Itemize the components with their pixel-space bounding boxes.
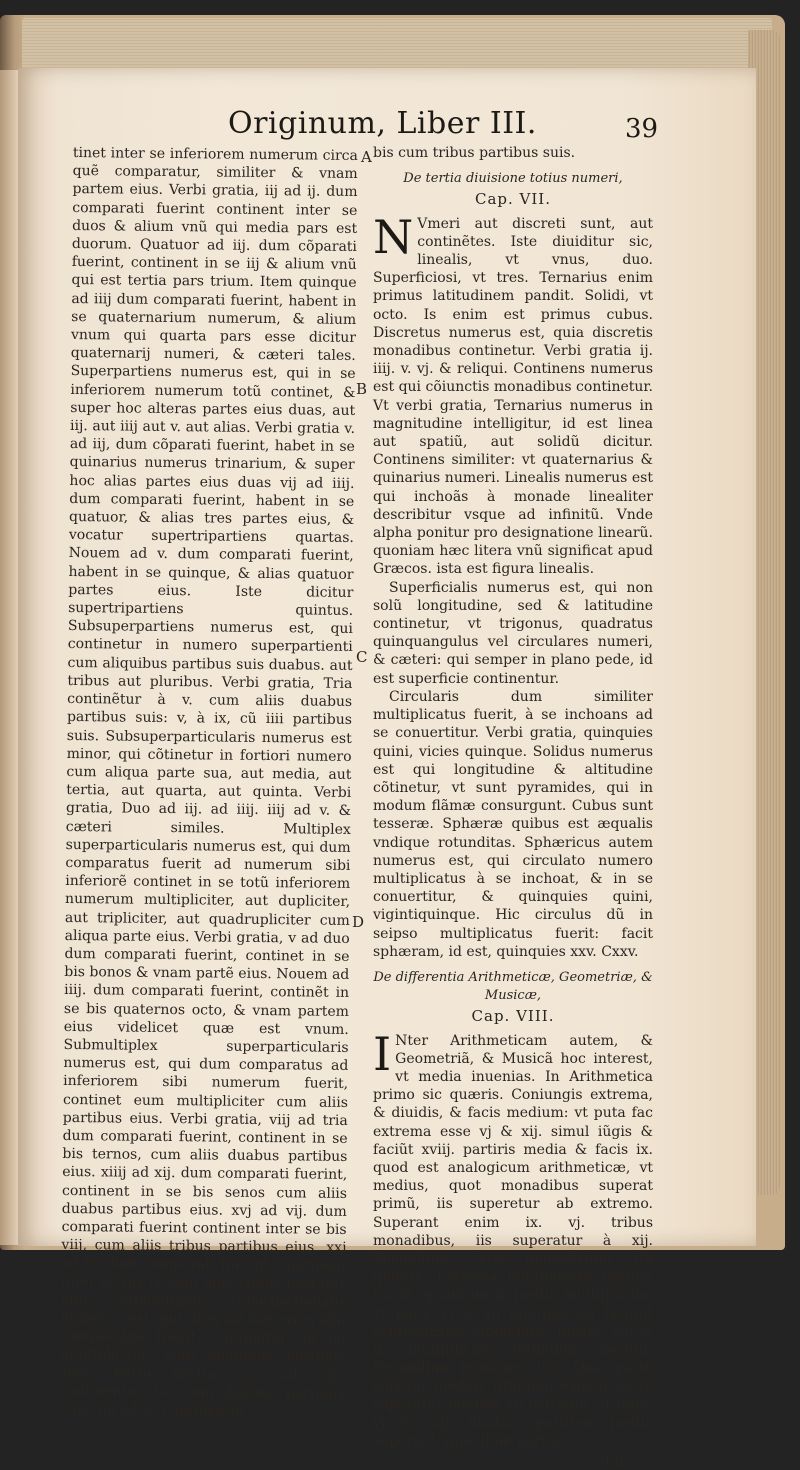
chapter-8-text: Nter Arithmeticam autem, & Geometriã, & Musicã hoc interest, vt media inuenias. In Arithmetica primo sic quæris. Coniungis extrema, & diuidis, & facis medium: vt puta fac extrema esse vj & xij. simul iũgis & faciũt xviij. partiris media & facis ix. quod est analogicum arithmeticæ, vt medius, quot monadibus superat primũ, iis superetur ab extremo. Superant enim ix. vj. tribus monadibus, iis superatur à xij. Secundum verò geometriam ita quæris. Extrema multiplicata tantum faciũt, quantum & media multiplicata, vt puta, vj & xij multiplicata faciunt septuagesies diponduos, media, viij & ix. multiplicata tãtundem faciunt. Secundum musicam ita: Qua parte superat medius primum, eadem parte superatur medius ab extremo, vt puta, vj & viij. duabus partibus media superant: quæ duæ partes	[373, 1032, 653, 1450]
margin-letter-b: B	[356, 380, 368, 398]
chapter-8-heading: De differentia Arithmeticæ, Geometriæ, & Musicæ,	[373, 969, 653, 1004]
left-column-text: tinet inter se inferiorem numerum circa quẽ comparatur, similiter & vnam partem eius. Verbi gratia, iij ad ij. dum comparati fuerint continent inter se duos & alium vnũ qui media pars est duorum. Quatuor ad iij. dum cõparati fuerint, continent in se iij & alium vnũ qui est tertia pars trium. Item quinque ad iiij dum comparati fuerint, habent in se quaternarium numerum, & alium vnum qui quarta pars esse dicitur quaternarij numeri, & cæteri tales. Superpartiens numerus est, qui in se inferiorem numerum totũ continet, & super hoc alteras partes eius duas, aut iij. aut iiij aut v. aut alias. Verbi gratia v. ad iij, dum cõparati fuerint, habet in se quinarius numerus trinarium, & super hoc alias partes eius duas vij ad iiij. dum comparati fuerint, habent in se quatuor, & alias tres partes eius, & vocatur supertripartiens quartas. Nouem ad v. dum comparati fuerint, habent in se quinque, & alias quatuor partes eius. Iste dicitur supertripartiens quintus. Subsuperpartiens numerus est, qui continetur in numero superpartienti cum aliquibus partibus suis duabus. aut tribus aut pluribus. Verbi gratia, Tria continẽtur à v. cum aliis duabus partibus suis: v, à ix, cũ iiii partibus suis. Subsuperparticularis numerus est minor, qui cõtinetur in fortiori numero cum aliqua parte sua, aut media, aut tertia, aut quarta, aut quinta. Verbi gratia, Duo ad iij. ad iiij. iiij ad v. & cæteri similes. Multiplex superparticularis numerus est, qui dum comparatus fuerit ad numerum sibi inferiorẽ continet in se totũ inferiorem numerum multipliciter, aut dupliciter, aut tripliciter, aut quadrupliciter cum aliqua parte eius. Verbi gratia, v ad duo dum comparati fuerint, continet in se bis bonos & vnam partẽ eius. Nouem ad iiij. dum comparati fuerint, continẽt in se bis quaternos octo, & vnam partem eius videlicet quæ est vnum. Submultiplex superparticularis numerus est, qui dum comparatus ad inferiorem sibi numerum fuerit, continet eum multipliciter cum aliis partibus eius. Verbi gratia, viij ad tria dum comparati fuerint, continent in se bis ternos, cum aliis duabus partibus eius. xiiij ad xij. dum comparati fuerint, continent in se bis senos cum aliis duabus partibus eius. xvj ad vij. dum comparati fuerint continent inter se bis viij, cum aliis tribus partibus eius. xxj ad ix. dum comparati fuerint, continent inter se bis ix cum aliis tribus partibus eius. Submultiplex superpartionalis numerus est, qui dum ad fortiorem sibi comparatus fuerit, continetur ab eo multipliciter, cum aliquibus partibus suis. Verbi gratia, iij. ad viij, continentur bis cum duabus partibus eius, iiij ad xi. continentur	[59, 144, 358, 1419]
facing-page-sliver	[0, 70, 20, 1245]
left-column	[60, 144, 358, 1421]
chapter-7-text: Vmeri aut discreti sunt, aut continẽtes. Iste diuiditur sic, linealis, vt vnus, duo. Superficiosi, vt tres. Ternarius enim primus latitudinem pandit. Solidi, vt octo. Is enim est primus cubus. Discretus numerus est, quia discretis monadibus continetur. Verbi gratia ij. iiij. v. vj. & reliqui. Continens numerus est qui cõiunctis monadibus continetur. Vt verbi gratia, Ternarius numerus in magnitudine intelligitur, id est linea aut spatiũ, aut solidũ dicitur. Continens similiter: vt quaternarius & quinarius numeri. Linealis numerus est qui inchoãs à monade linealiter describitur vsque ad infinitũ. Vnde alpha ponitur pro designatione linearũ. quoniam hæc litera vnũ significat apud Græcos. ista est figura linealis.	[373, 215, 653, 578]
chapter-7-dropcap: N	[373, 209, 414, 264]
intro-line: bis cum tribus partibus suis.	[373, 145, 576, 161]
signature-mark: d ij	[600, 1453, 623, 1470]
page-block-top	[22, 18, 772, 70]
chapter-7-heading: De tertia diuisione totius numeri,	[403, 171, 623, 187]
margin-letter-a: A	[361, 148, 372, 166]
folio-number: 39	[625, 114, 659, 144]
chapter-7-paragraph-3: Circularis dum similiter multiplicatus fuerit, à se inchoans ad se conuertitur. Verbi gratia, quinquies quini, vicies quinque. Solidus numerus est qui longitudine & altitudine cõtinetur, vt sunt pyramides, qui in modum flãmæ consurgunt. Cubus sunt tesseræ. Sphæræ quibus est æqualis vndique rotunditas. Sphæricus autem numerus est, qui circulato numero multiplicatus à se inchoat, & in se conuertitur, & quinquies quini, vigintiquinque. Hic circulus dũ in seipso multiplicatus fuerit: facit sphæram, id est, quinquies xxv. Cxxv.	[373, 688, 653, 960]
chapter-7-number: Cap. VII.	[474, 190, 551, 209]
chapter-8-number: Cap. VIII.	[471, 1007, 555, 1026]
book-page	[18, 68, 756, 1470]
margin-letter-d: D	[352, 913, 365, 931]
chapter-7-paragraph-2: Superficialis numerus est, qui non solũ longitudine, sed & latitudine continetur, vt trigonus, quadratus quinquangulus vel circulares numeri, & cæteri: qui semper in plano pede, id est superficie continentur.	[373, 579, 653, 687]
running-title: Originum, Liber III.	[228, 106, 537, 141]
right-column	[373, 144, 653, 1470]
chapter-8-dropcap: I	[373, 1026, 392, 1081]
margin-letter-c: C	[356, 648, 368, 666]
